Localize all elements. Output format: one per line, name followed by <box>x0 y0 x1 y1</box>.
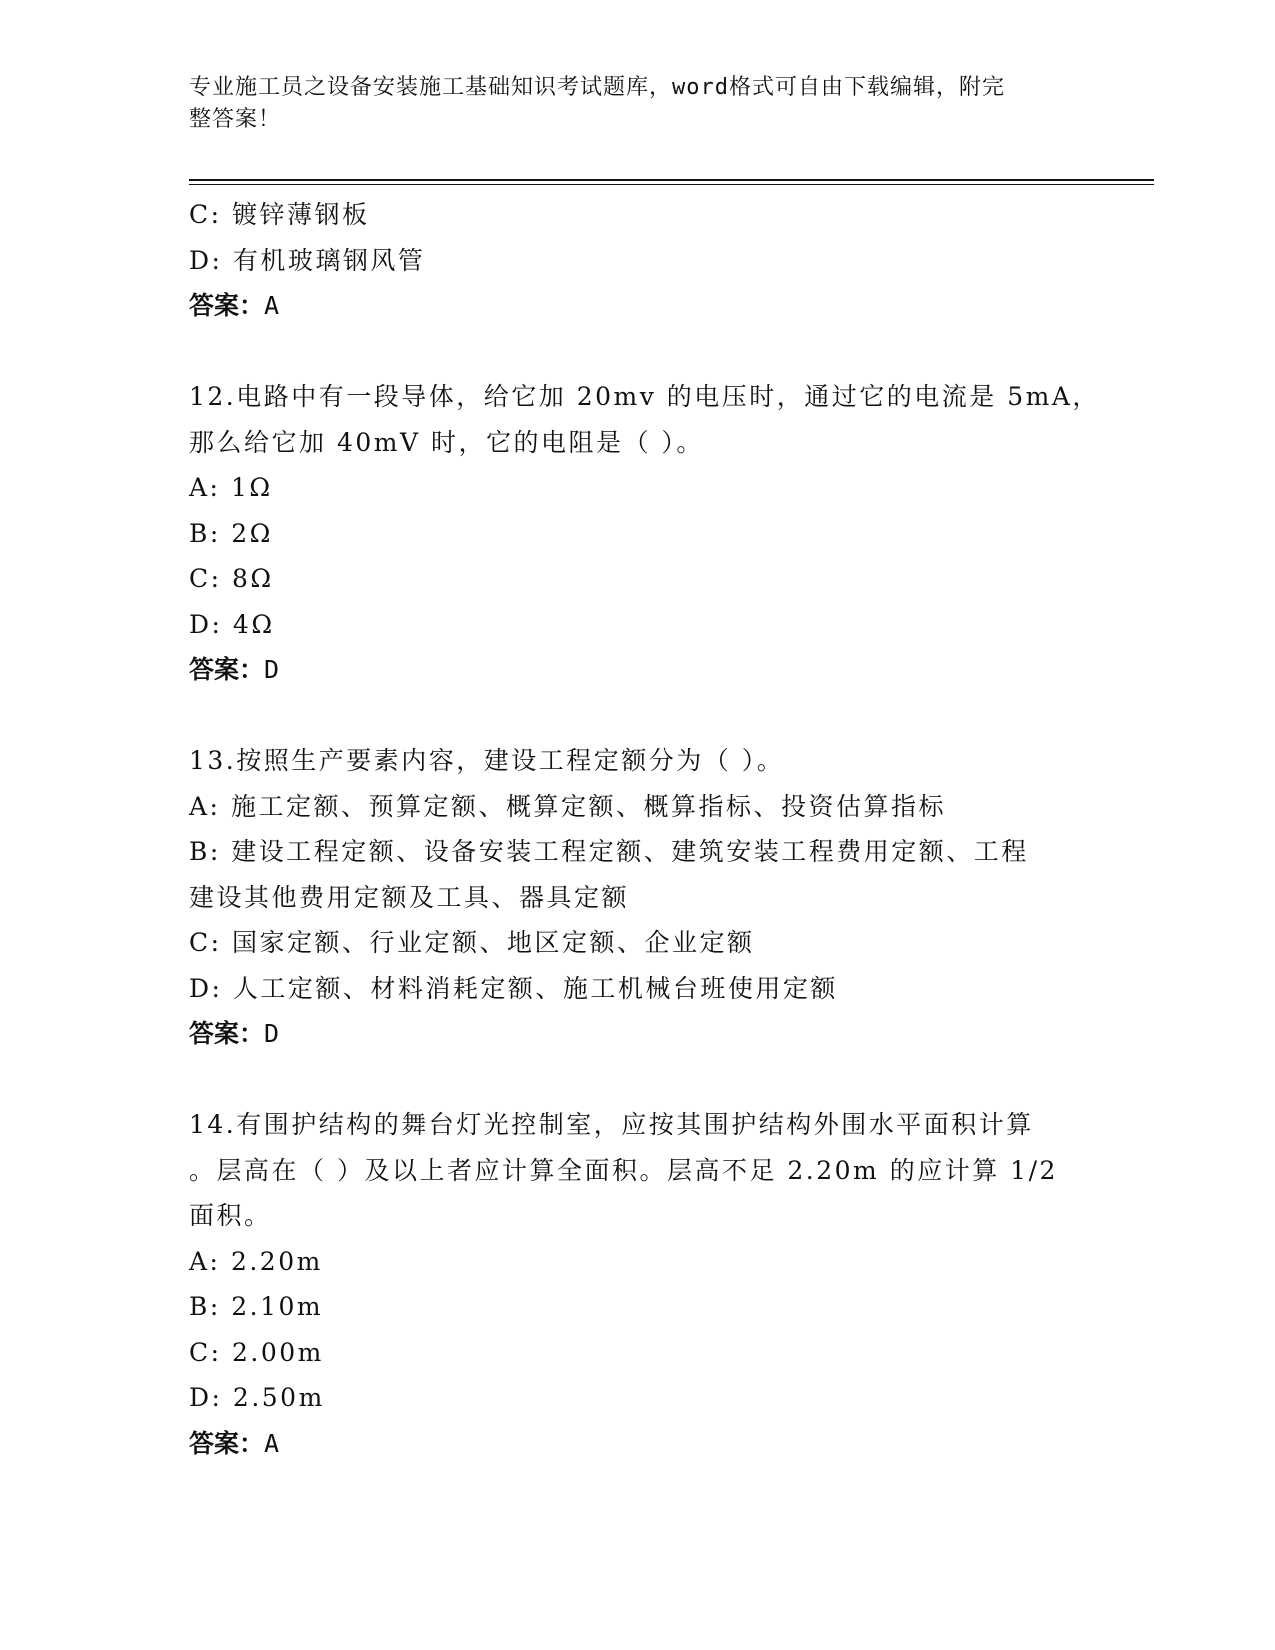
document-header <box>189 72 1069 136</box>
option-b-continued: 建设其他费用定额及工具、器具定额 <box>189 882 630 912</box>
option-letter: C: <box>189 200 222 229</box>
option-text: 建设工程定额、设备安装工程定额、建筑安装工程费用定额、工程 <box>231 837 1029 866</box>
spacer <box>189 329 1089 375</box>
option-letter: C: <box>189 928 222 957</box>
option-text: 2Ω <box>231 518 273 548</box>
option-text: 4Ω <box>232 609 275 639</box>
question-stem: 14.有围护结构的舞台灯光控制室，应按其围护结构外围水平面积计算 <box>189 1110 1034 1139</box>
header-divider-thick <box>189 179 1154 181</box>
answer-label: 答案： <box>189 1428 265 1458</box>
option-text: 2.00m <box>232 1337 324 1367</box>
option-text: 1Ω <box>230 473 273 502</box>
option-letter: D: <box>189 973 223 1003</box>
spacer <box>189 1057 1089 1103</box>
option-letter: B: <box>189 837 221 866</box>
option-c <box>189 1330 1089 1376</box>
answer-value: D <box>264 1019 280 1048</box>
option-c <box>189 556 1089 602</box>
option-text: 镀锌薄钢板 <box>232 200 370 229</box>
option-a <box>189 784 1089 830</box>
option-d <box>189 966 1089 1012</box>
question-11-continued <box>189 192 1089 329</box>
answer-label: 答案： <box>189 1019 265 1048</box>
answer-line <box>189 647 1089 693</box>
option-letter: C: <box>189 1337 222 1367</box>
option-text: 2.20m <box>230 1246 323 1276</box>
option-text: 有机玻璃钢风管 <box>232 245 426 275</box>
answer-label: 答案： <box>189 655 265 684</box>
question-12 <box>189 374 1100 693</box>
option-d <box>189 1375 1089 1421</box>
option-letter: C: <box>189 564 222 593</box>
option-a <box>189 465 1089 511</box>
option-letter: D: <box>189 245 223 275</box>
header-divider-thin <box>189 184 1154 185</box>
option-letter: A: <box>189 473 221 502</box>
answer-value: D <box>264 655 280 684</box>
header-line-2: 整答案！ <box>189 107 282 132</box>
option-b <box>189 829 1089 875</box>
option-letter: A: <box>189 1246 221 1276</box>
answer-line <box>189 1421 1089 1467</box>
option-b <box>189 511 1089 557</box>
option-text: 2.50m <box>232 1383 325 1412</box>
option-b <box>189 1284 1089 1330</box>
answer-line <box>189 1011 1089 1057</box>
answer-label: 答案： <box>189 291 265 320</box>
option-letter: A: <box>189 791 221 821</box>
answer-line <box>189 283 1089 329</box>
option-d <box>189 238 1089 284</box>
option-c <box>189 920 1089 966</box>
answer-value: A <box>264 291 280 320</box>
option-d <box>189 602 1089 648</box>
spacer <box>189 693 1089 739</box>
header-line-1: 专业施工员之设备安装施工基础知识考试题库，word格式可自由下载编辑，附完 <box>189 75 1005 100</box>
option-text: 8Ω <box>232 564 274 593</box>
option-text: 施工定额、预算定额、概算定额、概算指标、投资估算指标 <box>230 791 946 821</box>
option-c <box>189 192 1089 238</box>
question-13 <box>189 738 1089 1057</box>
question-stem: 13.按照生产要素内容，建设工程定额分为（ ）。 <box>189 746 785 775</box>
option-text: 2.10m <box>231 1292 324 1321</box>
option-text: 国家定额、行业定额、地区定额、企业定额 <box>232 928 755 957</box>
option-letter: D: <box>189 1383 223 1412</box>
option-a <box>189 1239 1089 1285</box>
question-stem: 。层高在（ ）及以上者应计算全面积。层高不足 2.20m 的应计算 1/2 <box>189 1155 1058 1185</box>
question-list <box>189 192 1100 1466</box>
question-14 <box>189 1102 1089 1466</box>
option-text: 人工定额、材料消耗定额、施工机械台班使用定额 <box>232 973 838 1003</box>
option-letter: B: <box>189 518 221 548</box>
answer-value: A <box>264 1428 280 1458</box>
option-letter: B: <box>189 1292 221 1321</box>
question-stem: 面积。 <box>189 1201 272 1230</box>
question-stem: 那么给它加 40mV 时，它的电阻是（ ）。 <box>189 427 704 457</box>
option-letter: D: <box>189 609 223 639</box>
question-stem: 12.电路中有一段导体，给它加 20mv 的电压时，通过它的电流是 5mA， <box>189 382 1100 411</box>
